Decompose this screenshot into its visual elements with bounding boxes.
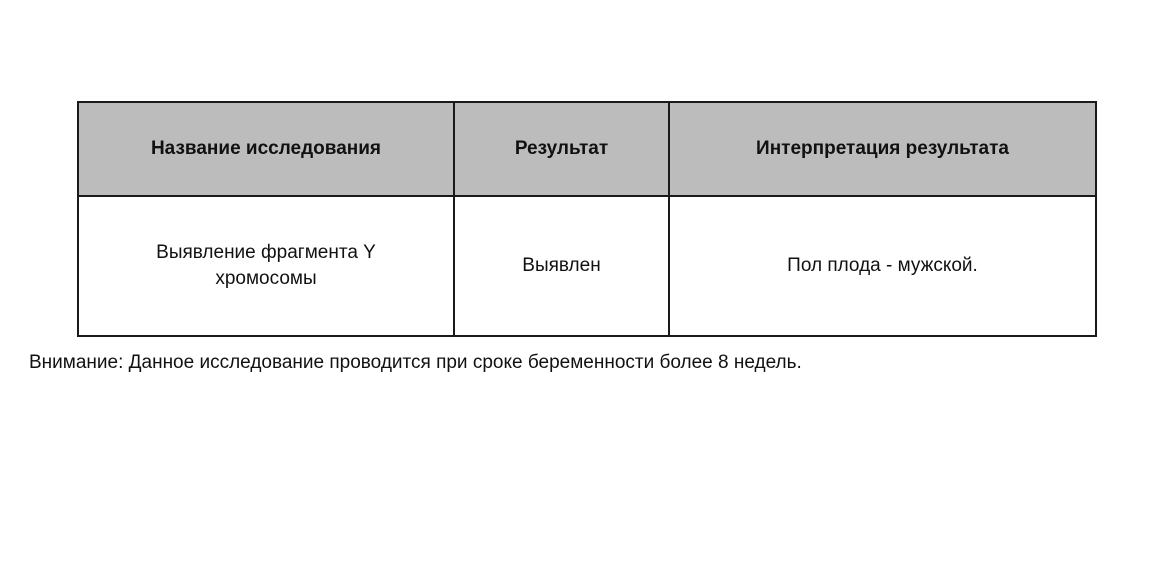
cell-interpretation [669, 196, 1096, 336]
table-row [78, 196, 1096, 336]
cell-interpretation-text: Пол плода - мужской. [787, 255, 978, 276]
header-result-label: Результат [514, 138, 609, 159]
cell-name [78, 196, 454, 336]
results-table [77, 101, 1097, 337]
header-result [454, 102, 669, 196]
cell-result-text: Выявлен [522, 255, 601, 276]
header-interpretation-label: Интерпретация результата [756, 138, 1009, 159]
attention-note: Внимание: Данное исследование проводится при сроке беременности более 8 недель. [29, 352, 802, 373]
header-name-label: Название исследования [150, 138, 382, 159]
table-header [78, 102, 1096, 196]
header-row [78, 102, 1096, 196]
table-body [78, 196, 1096, 336]
header-name [78, 102, 454, 196]
cell-name-text: Выявление фрагмента Y хромосомы [156, 242, 376, 289]
cell-result [454, 196, 669, 336]
header-interpretation [669, 102, 1096, 196]
